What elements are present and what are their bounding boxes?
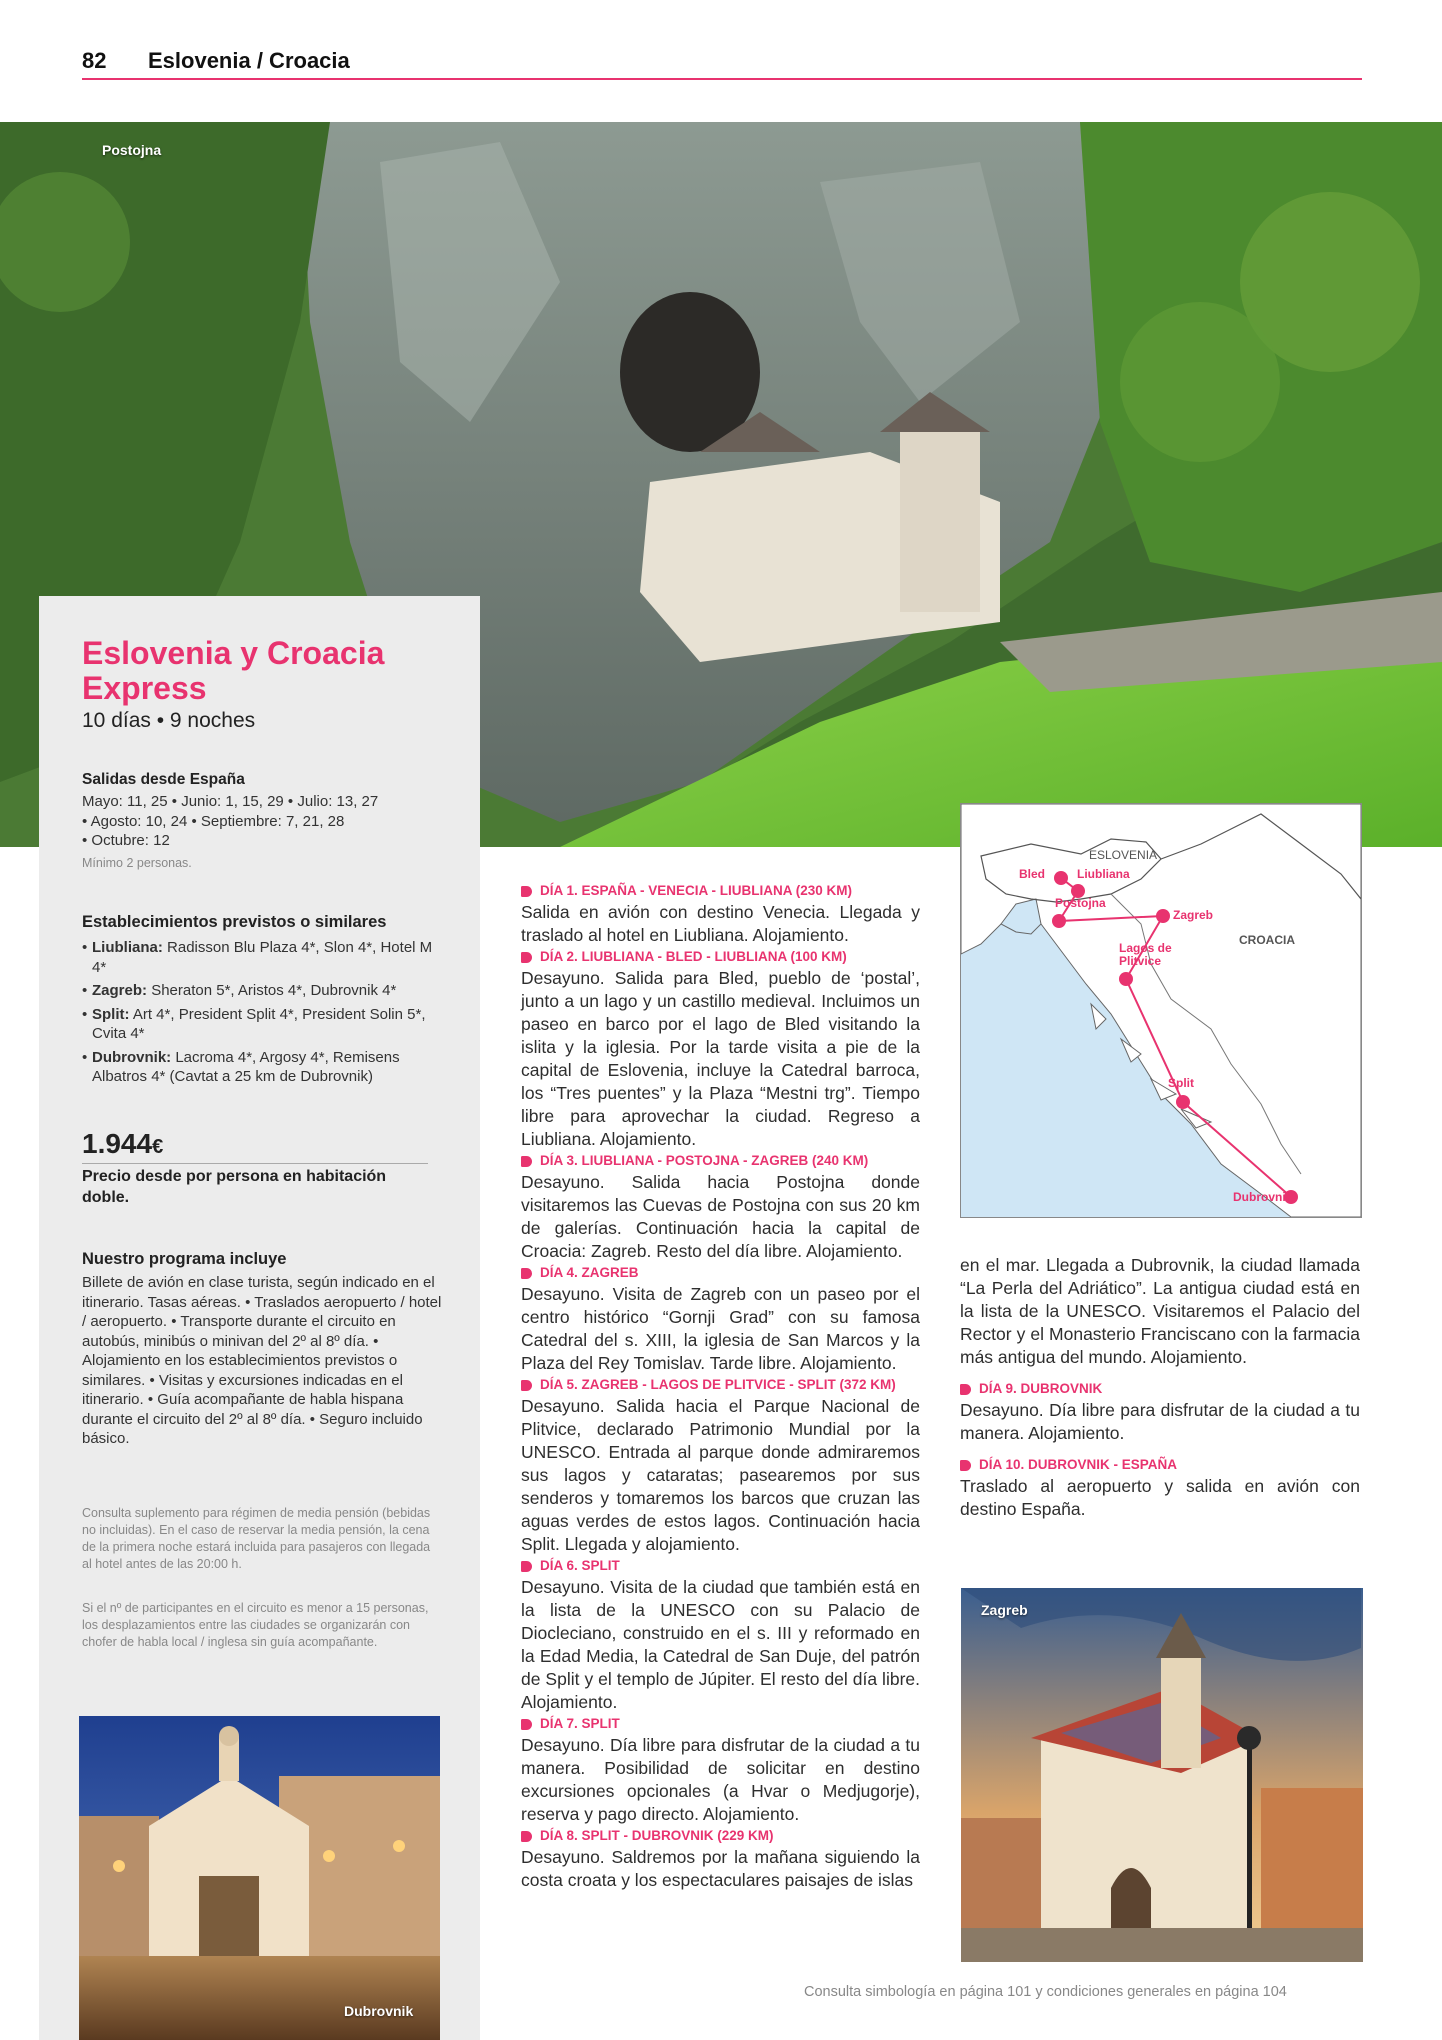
day-heading-text: DÍA 6. SPLIT [540, 1558, 620, 1573]
map-label-bled: Bled [1019, 867, 1046, 881]
departures-line: Mayo: 11, 25 • Junio: 1, 15, 29 • Julio: 13, 27 [82, 793, 379, 810]
dubrovnik-photo-label: Dubrovnik [344, 2003, 414, 2019]
day-heading-text: DÍA 10. DUBROVNIK - ESPAÑA [979, 1457, 1178, 1472]
hotel-item [82, 1005, 444, 1044]
route-map [960, 803, 1362, 1218]
trip-title: Eslovenia y Croacia Express [82, 635, 385, 706]
map-label-liubliana: Liubliana [1077, 867, 1130, 881]
page-header [82, 44, 1362, 80]
day-heading-text: DÍA 8. SPLIT - DUBROVNIK (229 KM) [540, 1828, 774, 1843]
day-heading-text: DÍA 5. ZAGREB - LAGOS DE PLITVICE - SPLIT (372 KM) [540, 1377, 896, 1392]
map-label-zagreb: Zagreb [1173, 908, 1214, 922]
dubrovnik-photo [79, 1716, 440, 2040]
itinerary-day [521, 1556, 920, 1714]
hotel-names: Sheraton 5*, Aristos 4*, Dubrovnik 4* [151, 982, 397, 999]
itinerary-day [521, 1826, 920, 1892]
day-heading-text: DÍA 9. DUBROVNIK [979, 1381, 1103, 1396]
map-marker-postojna [1052, 914, 1066, 928]
day-marker-icon [960, 1384, 971, 1395]
includes-section [82, 1250, 442, 1449]
map-marker-split [1176, 1095, 1190, 1109]
map-label-plitvice: Plitvice [1119, 954, 1162, 968]
day-marker-icon [521, 1719, 532, 1730]
page-number: 82 [82, 48, 107, 73]
day-heading [521, 1556, 920, 1576]
hotel-names: Lacroma 4*, Argosy 4*, Remisens Albatros 4* (Cavtat a 25 km de Dubrovnik) [92, 1048, 400, 1085]
day-text: Desayuno. Día libre para disfrutar de la ciudad a tu manera. Posibilidad de solicitar en destino excursiones opcionales (a Hvar o Medjugorje), reserva y pago directo. Alojamiento. [521, 1735, 920, 1824]
itinerary-day [521, 1375, 920, 1556]
price [82, 1128, 163, 1160]
day-marker-icon [521, 1156, 532, 1167]
includes-text: Billete de avión en clase turista, según indicado en el itinerario. Tasas aéreas. • Traslados aeropuerto / hotel / aeropuerto. • Transporte durante el circuito en autobús, minibús o minivan del 2º al 8º día. • Alojamiento en los establecimientos previstos o similares. • Visitas y excursiones indicadas en el itinerario. • Guía acompañante de habla hispana durante el circuito del 2º al 8º día. • Seguro incluido básico. [82, 1274, 442, 1447]
zagreb-photo-label: Zagreb [981, 1602, 1028, 1618]
minimum-note: Mínimo 2 personas. [82, 855, 192, 870]
price-currency: € [152, 1136, 164, 1158]
day-text: Traslado al aeropuerto y salida en avión con destino España. [960, 1476, 1360, 1519]
day-text: Desayuno. Salida para Bled, pueblo de ‘postal’, junto a un lago y un castillo medieval. Incluimos un paseo en barco por el lago de Bled visitando la islita y la iglesia. Por la tarde visita a pie de la capital de Eslovenia, incluye la Catedral barroca, los “Tres puentes” y la Plaza “Mestni trg”. Tiempo libre para aprovechar la ciudad. Regreso a Liubliana. Alojamiento. [521, 968, 920, 1149]
hotel-city: Split: [92, 1005, 130, 1023]
hero-photo-label: Postojna [102, 142, 162, 158]
zagreb-photo [961, 1588, 1363, 1962]
map-marker-plitvice [1119, 972, 1133, 986]
itinerary-day [521, 1263, 920, 1375]
hotel-item [82, 981, 444, 1001]
map-marker-zagreb [1156, 909, 1170, 923]
itinerary-column-2 [960, 1254, 1360, 1521]
day-heading-text: DÍA 7. SPLIT [540, 1716, 620, 1731]
itinerary-day [521, 1714, 920, 1826]
hotel-city: Liubliana: [92, 939, 163, 956]
day-text: Salida en avión con destino Venecia. Llegada y traslado al hotel en Liubliana. Alojamiento. [521, 902, 920, 945]
map-label-lagos: Lagos de [1119, 941, 1172, 955]
departures-section [82, 771, 442, 872]
day-marker-icon [521, 886, 532, 897]
day-marker-icon [521, 1831, 532, 1842]
day-heading [521, 1714, 920, 1734]
day-heading [521, 881, 920, 901]
day-marker-icon [521, 952, 532, 963]
footer-note: Consulta simbología en página 101 y condiciones generales en página 104 [804, 1984, 1287, 2000]
day-text: Desayuno. Día libre para disfrutar de la ciudad a tu manera. Alojamiento. [960, 1400, 1360, 1443]
itinerary-day [960, 1379, 1360, 1445]
participants-note: Si el nº de participantes en el circuito es menor a 15 personas, los desplazamientos entre las ciudades se organizarán con chofer de habla local / inglesa sin guía acompañante. [82, 1601, 429, 1649]
hotels-section [82, 913, 444, 1091]
half-board-note: Consulta suplemento para régimen de media pensión (bebidas no incluidas). En el caso de reservar la media pensión, la cena de la primera noche estará incluida para pasajeros con llegada al hotel antes de las 20:00 h. [82, 1506, 431, 1571]
day-heading-text: DÍA 2. LIUBLIANA - BLED - LIUBLIANA (100 KM) [540, 949, 847, 964]
includes-heading: Nuestro programa incluye [82, 1250, 287, 1268]
day-marker-icon [521, 1380, 532, 1391]
hotels-heading: Establecimientos previstos o similares [82, 913, 387, 931]
map-label-croacia: CROACIA [1239, 933, 1295, 947]
itinerary-day [521, 1151, 920, 1263]
departures-heading: Salidas desde España [82, 771, 245, 788]
day-marker-icon [521, 1268, 532, 1279]
day-heading-text: DÍA 1. ESPAÑA - VENECIA - LIUBLIANA (230 KM) [540, 883, 853, 898]
day-marker-icon [521, 1561, 532, 1572]
price-note: Precio desde por persona en habitación doble. [82, 1168, 387, 1206]
day-heading-text: DÍA 3. LIUBLIANA - POSTOJNA - ZAGREB (240 KM) [540, 1153, 869, 1168]
day-8-continuation: en el mar. Llegada a Dubrovnik, la ciudad llamada “La Perla del Adriático”. La antigua ciudad está en la lista de la UNESCO. Visitaremos el Palacio del Rector y el Monasterio Franciscano con la farmacia más antigua del mundo. Alojamiento. [960, 1255, 1360, 1367]
price-divider [82, 1163, 428, 1164]
day-heading [521, 1826, 920, 1846]
day-heading [521, 1375, 920, 1395]
hotel-names: Radisson Blu Plaza 4*, Slon 4*, Hotel M 4* [92, 939, 433, 976]
price-value: 1.944 [82, 1128, 153, 1159]
day-heading [960, 1379, 1360, 1399]
day-text: Desayuno. Visita de la ciudad que también está en la lista de la UNESCO con su Palacio de Diocleciano, construido en el s. III y reformado en la Edad Media, la Catedral de San Duje, del patrón de Split y el templo de Júpiter. El resto del día libre. Alojamiento. [521, 1577, 920, 1712]
day-text: Desayuno. Visita de Zagreb con un paseo por el centro histórico “Gornji Grad” con su famosa Catedral del s. XIII, la iglesia de San Marcos y la Plaza del Rey Tomislav. Tarde libre. Alojamiento. [521, 1284, 920, 1373]
day-heading [960, 1455, 1360, 1475]
day-text: Desayuno. Saldremos por la mañana siguiendo la costa croata y los espectaculares paisajes de islas [521, 1847, 920, 1890]
day-text: Desayuno. Salida hacia Postojna donde visitaremos las Cuevas de Postojna con sus 20 km de galerías. Continuación hacia la capital de Croacia: Zagreb. Resto del día libre. Alojamiento. [521, 1172, 920, 1261]
hotels-list [82, 938, 444, 1087]
itinerary-day [521, 881, 920, 947]
hotel-city: Dubrovnik: [92, 1048, 172, 1066]
map-marker-bled [1054, 871, 1068, 885]
day-heading [521, 1151, 920, 1171]
day-heading-text: DÍA 4. ZAGREB [540, 1265, 639, 1280]
map-label-eslovenia: ESLOVENIA [1089, 848, 1158, 862]
itinerary-day [521, 947, 920, 1151]
hotel-item [82, 938, 444, 977]
itinerary-day [960, 1455, 1360, 1521]
section-title: Eslovenia / Croacia [148, 48, 350, 73]
day-heading [521, 1263, 920, 1283]
itinerary-column-1 [521, 881, 920, 1892]
departures-line: • Octubre: 12 [82, 832, 170, 849]
hotel-city: Zagreb: [92, 982, 148, 999]
trip-duration: 10 días • 9 noches [82, 709, 256, 732]
hotel-names: Art 4*, President Split 4*, President Solin 5*, Cvita 4* [92, 1005, 426, 1042]
map-label-postojna: Postojna [1055, 896, 1106, 910]
hotel-item [82, 1048, 444, 1087]
departures-line: • Agosto: 10, 24 • Septiembre: 7, 21, 28 [82, 812, 345, 830]
day-text: Desayuno. Salida hacia el Parque Nacional de Plitvice, declarado Patrimonio Mundial por la UNESCO. Entrada al parque donde admiraremos sus lagos y cataratas; pasearemos por sus senderos y tomaremos los barcos que cruzan las aguas verdes de estos lagos. Continuación hacia Split. Llegada y alojamiento. [521, 1396, 920, 1554]
map-label-dubrovnik: Dubrovnik [1233, 1190, 1293, 1204]
day-heading [521, 947, 920, 967]
map-label-split: Split [1168, 1076, 1194, 1090]
day-marker-icon [960, 1460, 971, 1471]
